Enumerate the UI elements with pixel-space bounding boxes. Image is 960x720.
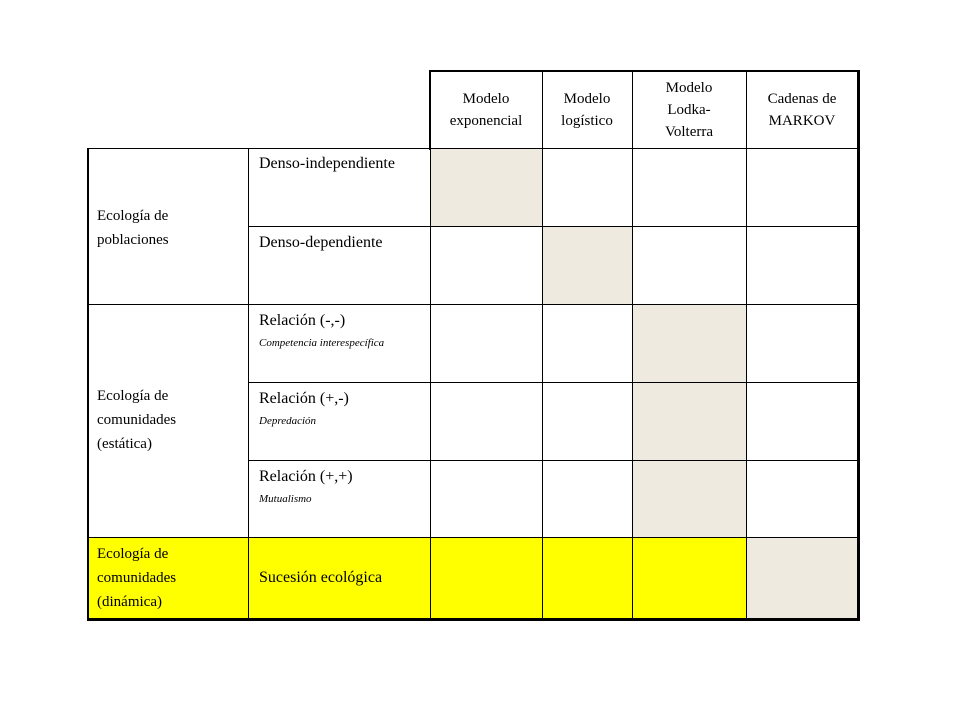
group-label-comunidades-estatica bbox=[88, 384, 248, 456]
column-header-line: Volterra bbox=[664, 124, 714, 140]
highlight-cell bbox=[633, 305, 746, 537]
row-label-text: Relación (+,-) bbox=[259, 390, 349, 407]
highlight-cell bbox=[747, 538, 858, 618]
row-sublabel-text: Depredación bbox=[259, 415, 317, 427]
highlight-cell bbox=[431, 149, 542, 226]
grid-line-horizontal bbox=[248, 382, 860, 383]
table-border-left bbox=[87, 148, 89, 620]
group-label-line: Ecología de bbox=[97, 208, 169, 224]
group-label-line: comunidades bbox=[97, 570, 177, 586]
row-label-relacion-competencia bbox=[249, 310, 430, 351]
grid-line-horizontal bbox=[248, 226, 860, 227]
row-sublabel-text: Competencia interespecífica bbox=[259, 337, 385, 349]
group-label-line: comunidades bbox=[97, 412, 177, 428]
column-header-line: exponencial bbox=[449, 113, 523, 129]
group-label-line: (estática) bbox=[97, 436, 152, 452]
table-border-header-left bbox=[429, 70, 431, 150]
row-label-relacion-mutualismo bbox=[249, 466, 430, 507]
grid-line-horizontal bbox=[87, 304, 860, 305]
column-header-logistico bbox=[542, 72, 632, 148]
grid-line-horizontal bbox=[87, 537, 860, 538]
row-label-text: Denso-dependiente bbox=[259, 234, 383, 251]
group-label-line: poblaciones bbox=[97, 232, 169, 248]
row-sublabel-text: Mutualismo bbox=[259, 493, 312, 505]
grid-line-vertical bbox=[248, 148, 249, 620]
row-label-denso-independiente bbox=[249, 153, 430, 175]
row-label-denso-dependiente bbox=[249, 232, 430, 254]
column-header-line: Modelo bbox=[665, 80, 713, 96]
group-label-comunidades-dinamica bbox=[88, 542, 248, 614]
grid-line-horizontal bbox=[248, 460, 860, 461]
column-header-line: logístico bbox=[561, 113, 613, 129]
row-label-text: Relación (-,-) bbox=[259, 312, 346, 329]
grid-line-vertical bbox=[430, 148, 431, 620]
column-header-lodka-volterra bbox=[632, 72, 746, 148]
column-header-line: MARKOV bbox=[768, 113, 836, 129]
column-header-markov bbox=[746, 72, 858, 148]
column-header-line: Cadenas de bbox=[767, 91, 837, 107]
table-border-bottom bbox=[87, 618, 860, 621]
row-label-text: Relación (+,+) bbox=[259, 468, 353, 485]
highlight-cell bbox=[543, 227, 632, 304]
column-header-exponencial bbox=[430, 72, 542, 148]
group-label-poblaciones bbox=[88, 204, 248, 252]
row-label-relacion-depredacion bbox=[249, 388, 430, 429]
grid-line-horizontal bbox=[87, 148, 860, 149]
row-label-text: Denso-independiente bbox=[259, 155, 395, 172]
column-header-line: Lodka- bbox=[667, 102, 711, 118]
column-header-line: Modelo bbox=[563, 91, 611, 107]
column-header-line: Modelo bbox=[462, 91, 510, 107]
group-label-line: Ecología de bbox=[97, 388, 169, 404]
group-label-line: (dinámica) bbox=[97, 594, 162, 610]
row-label-sucesion-ecologica bbox=[249, 567, 430, 589]
row-label-text: Sucesión ecológica bbox=[259, 569, 383, 586]
table-border-top bbox=[429, 70, 860, 72]
group-label-line: Ecología de bbox=[97, 546, 169, 562]
